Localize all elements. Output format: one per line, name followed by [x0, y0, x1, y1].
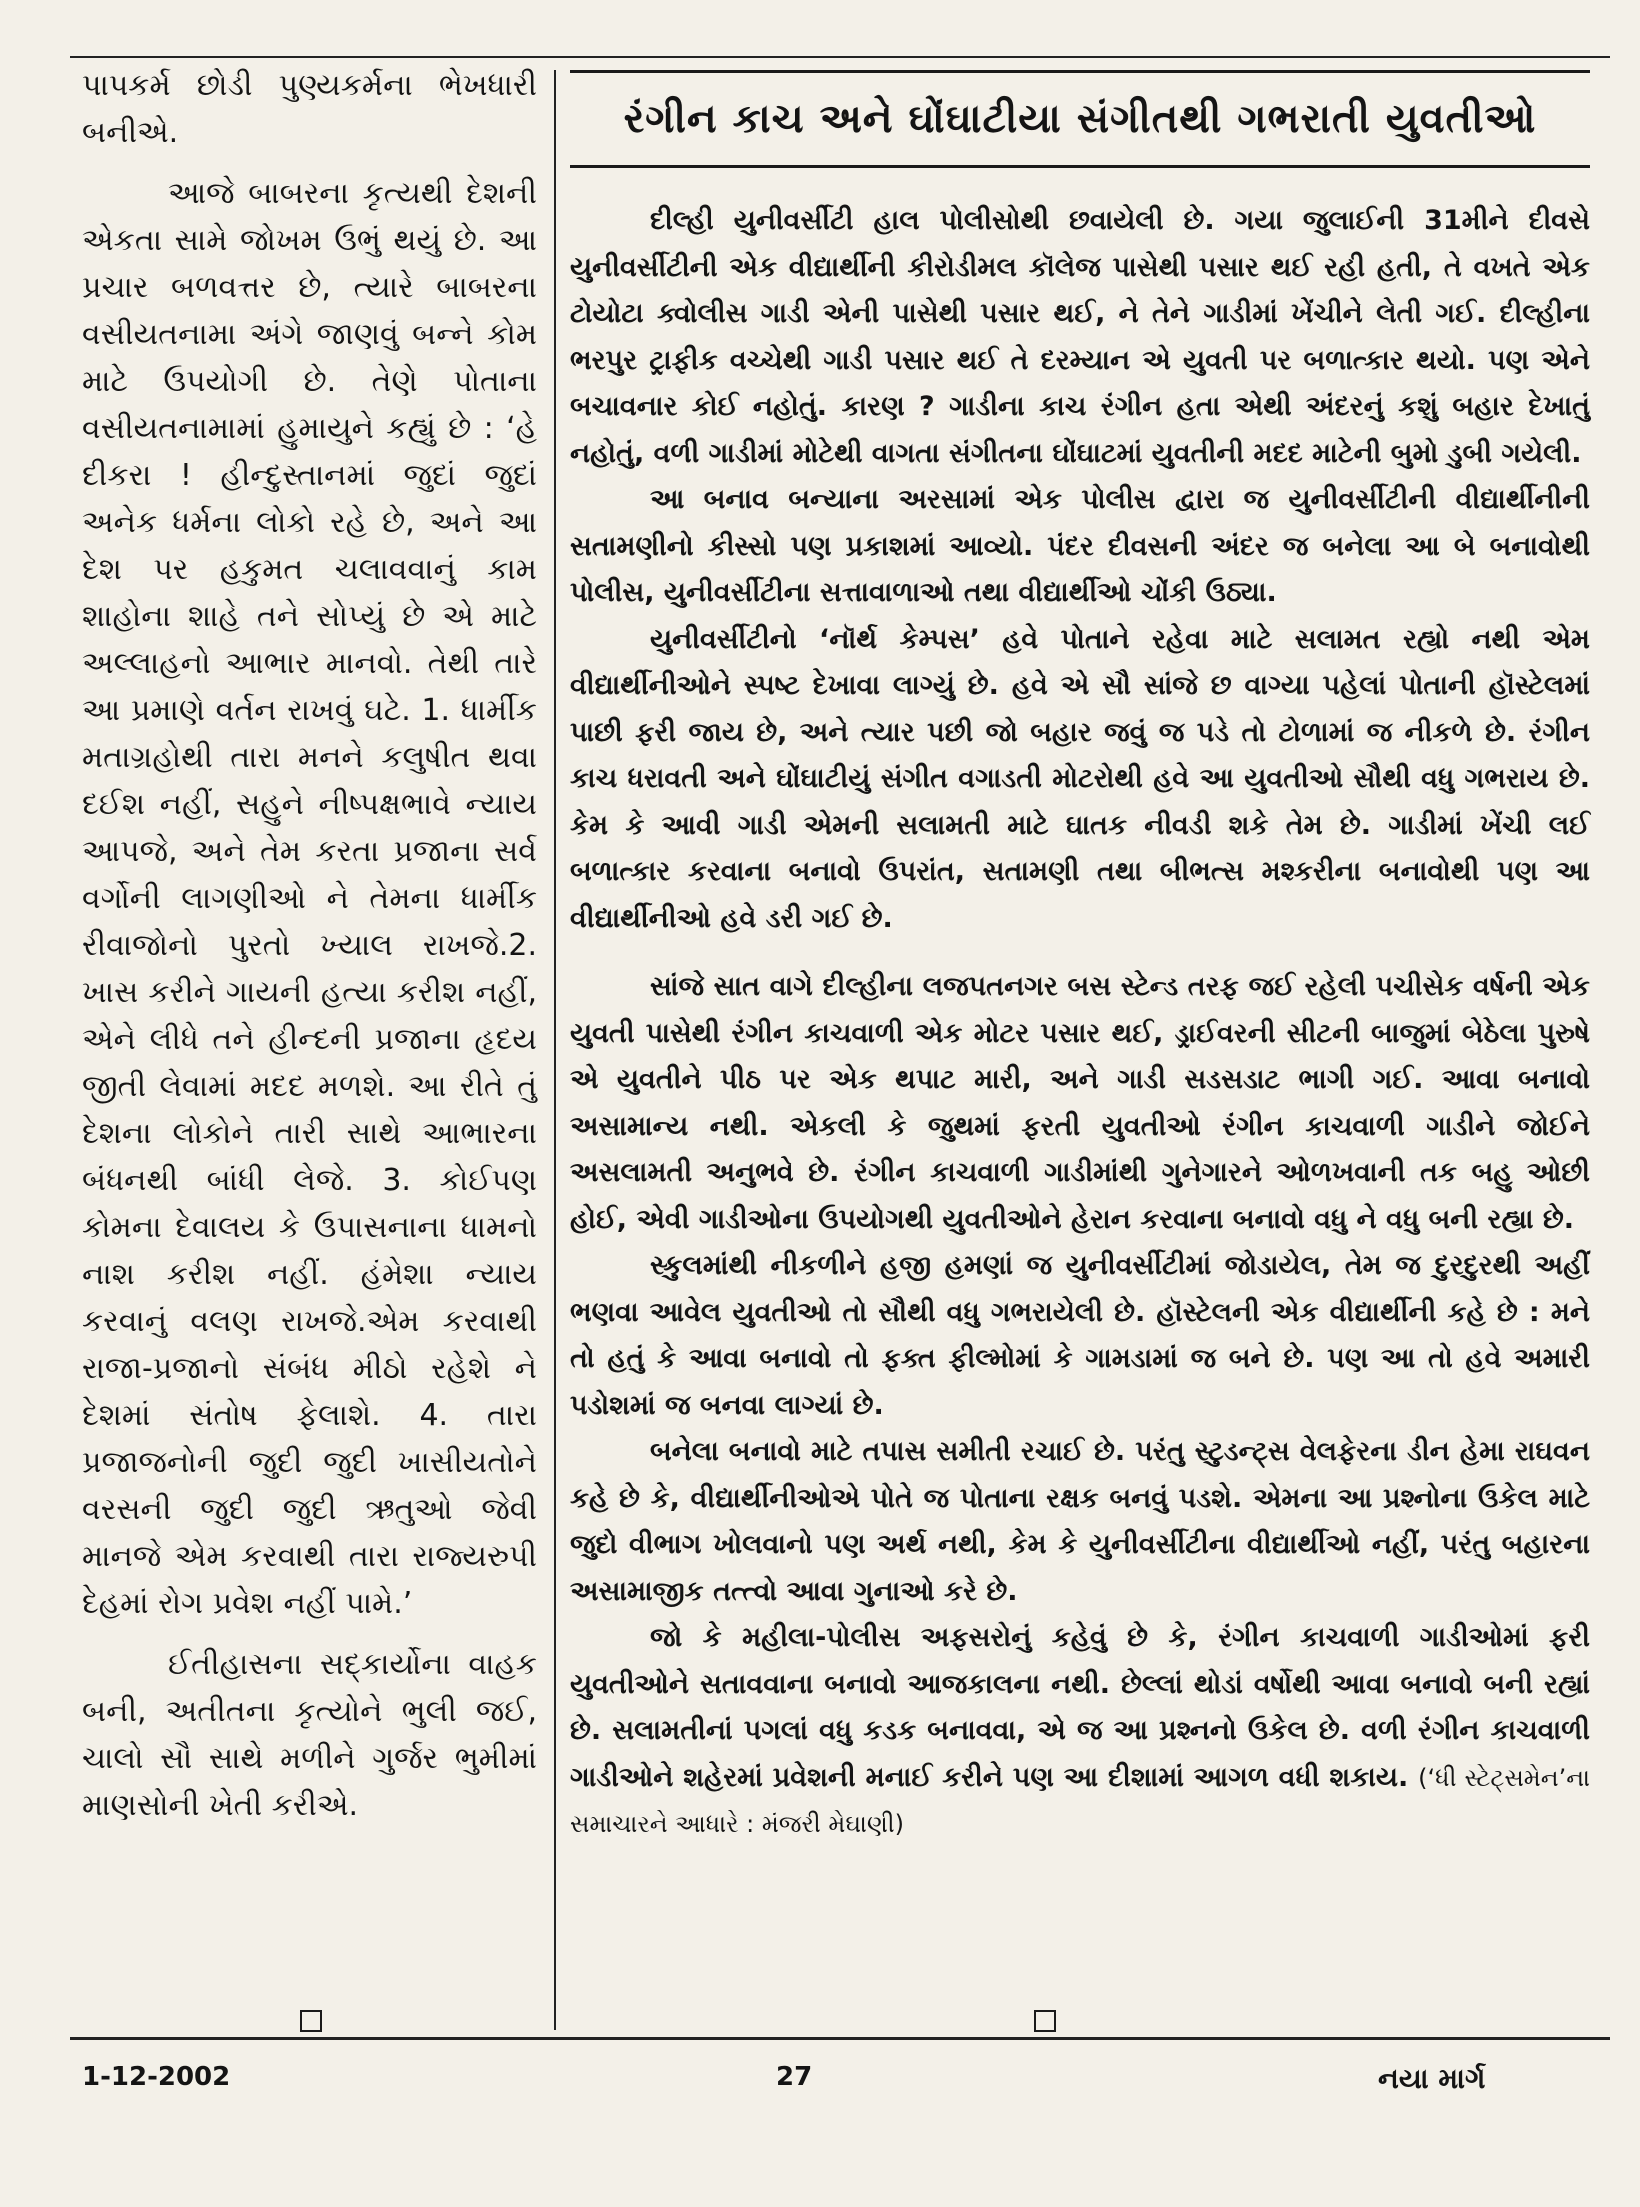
- footer-page-number: 27: [776, 2062, 813, 2092]
- left-column: [82, 62, 537, 1829]
- footer-date: 1-12-2002: [82, 2062, 231, 2092]
- column-divider: [554, 70, 556, 2030]
- headline-box: [570, 70, 1590, 168]
- footer-publication: નયા માર્ગ: [1378, 2062, 1486, 2095]
- article: [570, 70, 1590, 1848]
- bottom-rule: [70, 2037, 1610, 2040]
- left-paragraph-1: પાપકર્મ છોડી પુણ્યકર્મના ભેખધારી બનીએ.: [82, 68, 537, 150]
- article-paragraph-3: યુનીવર્સીટીનો ‘નૉર્થ કેમ્પસ’ હવે પોતાને રહેવા માટે સલામત રહ્યો નથી એમ વીદ્યાર્થીનીઓને સ્પષ્ટ દેખાવા લાગ્યું છે. હવે એ સૌ સાંજે છ વાગ્યા પહેલાં પોતાની હૉસ્ટેલમાં પાછી ફરી જાય છે, અને ત્યાર પછી જો બહાર જવું જ પડે તો ટોળામાં જ નીકળે છે. રંગીન કાચ ધરાવતી અને ઘોંઘાટીયું સંગીત વગાડતી મોટરોથી હવે આ યુવતીઓ સૌથી વધુ ગભરાય છે. કેમ કે આવી ગાડી એમની સલામતી માટે ઘાતક નીવડી શકે તેમ છે. ગાડીમાં ખેંચી લઈ બળાત્કાર કરવાના બનાવો ઉપરાંત, સતામણી તથા બીભત્સ મશ્કરીના બનાવોથી પણ આ વીદ્યાર્થીનીઓ હવે ડરી ગઈ છે.: [570, 623, 1590, 934]
- article-body: [570, 198, 1590, 1848]
- left-end-mark: [300, 2010, 322, 2032]
- article-paragraph-1: દીલ્હી યુનીવર્સીટી હાલ પોલીસોથી છવાયેલી છે. ગયા જુલાઈની 31મીને દીવસે યુનીવર્સીટીની એક વીદ્યાર્થીની કીરોડીમલ કૉલેજ પાસેથી પસાર થઈ રહી હતી, તે વખતે એક ટોયોટા ક્વોલીસ ગાડી એની પાસેથી પસાર થઈ, ને તેને ગાડીમાં ખેંચીને લેતી ગઈ. દીલ્હીના ભરપુર ટ્રાફીક વચ્ચેથી ગાડી પસાર થઈ તે દરમ્યાન એ યુવતી પર બળાત્કાર થયો. પણ એને બચાવનાર કોઈ નહોતું. કારણ ? ગાડીના કાચ રંગીન હતા એથી અંદરનું કશું બહાર દેખાતું નહોતું, વળી ગાડીમાં મોટેથી વાગતા સંગીતના ઘોંઘાટમાં યુવતીની મદદ માટેની બુમો ડુબી ગયેલી.: [570, 205, 1590, 469]
- right-end-mark: [1034, 2010, 1056, 2032]
- article-paragraph-4: સાંજે સાત વાગે દીલ્હીના લજપતનગર બસ સ્ટેન્ડ તરફ જઈ રહેલી પચીસેક વર્ષની એક યુવતી પાસેથી રંગીન કાચવાળી એક મોટર પસાર થઈ, ડ્રાઈવરની સીટની બાજુમાં બેઠેલા પુરુષે એ યુવતીને પીઠ પર એક થપાટ મારી, અને ગાડી સડસડાટ ભાગી ગઈ. આવા બનાવો અસામાન્ય નથી. એકલી કે જુથમાં ફરતી યુવતીઓ રંગીન કાચવાળી ગાડીને જોઈને અસલામતી અનુભવે છે. રંગીન કાચવાળી ગાડીમાંથી ગુનેગારને ઓળખવાની તક બહુ ઓછી હોઈ, એવી ગાડીઓના ઉપયોગથી યુવતીઓને હેરાન કરવાના બનાવો વધુ ને વધુ બની રહ્યા છે.: [570, 971, 1590, 1235]
- article-paragraph-2: આ બનાવ બન્યાના અરસામાં એક પોલીસ દ્વારા જ યુનીવર્સીટીની વીદ્યાર્થીનીની સતામણીનો કીસ્સો પણ પ્રકાશમાં આવ્યો. પંદર દીવસની અંદર જ બનેલા આ બે બનાવોથી પોલીસ, યુનીવર્સીટીના સત્તાવાળાઓ તથા વીદ્યાર્થીઓ ચોંકી ઉઠ્યા.: [570, 484, 1590, 608]
- article-credit: (‘ધી સ્ટેટ્સમેન’ના સમાચારને આધારે : મંજરી મેઘાણી): [570, 1763, 1591, 1838]
- article-paragraph-7-text: જો કે મહીલા-પોલીસ અફસરોનું કહેવું છે કે, રંગીન કાચવાળી ગાડીઓમાં ફરી યુવતીઓને સતાવવાના બનાવો આજકાલના નથી. છેલ્લાં થોડાં વર્ષોથી આવા બનાવો બની રહ્યાં છે. સલામતીનાં પગલાં વધુ કડક બનાવવા, એ જ આ પ્રશ્નનો ઉકેલ છે. વળી રંગીન કાચવાળી ગાડીઓને શહેરમાં પ્રવેશની મનાઈ કરીને પણ આ દીશામાં આગળ વધી શકાય.: [570, 1622, 1590, 1793]
- article-paragraph-6: બનેલા બનાવો માટે તપાસ સમીતી રચાઈ છે. પરંતુ સ્ટુડન્ટ્સ વેલફેરના ડીન હેમા રાઘવન કહે છે કે, વીદ્યાર્થીનીઓએ પોતે જ પોતાના રક્ષક બનવું પડશે. એમના આ પ્રશ્નોના ઉકેલ માટે જુદો વીભાગ ખોલવાનો પણ અર્થ નથી, કેમ કે યુનીવર્સીટીના વીદ્યાર્થીઓ નહીં, પરંતુ બહારના અસામાજીક તત્ત્વો આવા ગુનાઓ કરે છે.: [570, 1436, 1590, 1607]
- left-paragraph-2: આજે બાબરના કૃત્યથી દેશની એકતા સામે જોખમ ઉભું થયું છે. આ પ્રચાર બળવત્તર છે, ત્યારે બાબરના વસીયતનામા અંગે જાણવું બન્ને કોમ માટે ઉપયોગી છે. તેણે પોતાના વસીયતનામામાં હુમાયુને કહ્યું છે : ‘હે દીકરા ! હીન્દુસ્તાનમાં જુદાં જુદાં અનેક ધર્મના લોકો રહે છે, અને આ દેશ પર હકુમત ચલાવવાનું કામ શાહોના શાહે તને સોપ્યું છે એ માટે અલ્લાહનો આભાર માનવો. તેથી તારે આ પ્રમાણે વર્તન રાખવું ઘટે. 1. ધાર્મીક મતાગ્રહોથી તારા મનને કલુષીત થવા દઈશ નહીં, સહુને નીષ્પક્ષભાવે ન્યાય આપજે, અને તેમ કરતા પ્રજાના સર્વ વર્ગોની લાગણીઓ ને તેમના ધાર્મીક રીવાજોનો પુરતો ખ્યાલ રાખજે.2. ખાસ કરીને ગાયની હત્યા કરીશ નહીં, એને લીધે તને હીન્દની પ્રજાના હૃદય જીતી લેવામાં મદદ મળશે. આ રીતે તું દેશના લોકોને તારી સાથે આભારના બંધનથી બાંધી લેજે. 3. કોઈપણ કોમના દેવાલય કે ઉપાસનાના ધામનો નાશ કરીશ નહીં. હંમેશા ન્યાય કરવાનું વલણ રાખજે.એમ કરવાથી રાજા-પ્રજાનો સંબંધ મીઠો રહેશે ને દેશમાં સંતોષ ફેલાશે. 4. તારા પ્રજાજનોની જુદી જુદી ખાસીયતોને વરસની જુદી જુદી ઋતુઓ જેવી માનજે એમ કરવાથી તારા રાજ્યરુપી દેહમાં રોગ પ્રવેશ નહીં પામે.’: [82, 176, 537, 1621]
- article-paragraph-7: [570, 1615, 1590, 1848]
- left-paragraph-3: ઈતીહાસના સદ્કાર્યોના વાહક બની, અતીતના કૃત્યોને ભુલી જઈ, ચાલો સૌ સાથે મળીને ગુર્જર ભુમીમાં માણસોની ખેતી કરીએ.: [82, 1647, 537, 1823]
- top-rule: [70, 56, 1610, 58]
- article-paragraph-5: સ્કુલમાંથી નીકળીને હજી હમણાં જ યુનીવર્સીટીમાં જોડાયેલ, તેમ જ દુરદુરથી અહીં ભણવા આવેલ યુવતીઓ તો સૌથી વધુ ગભરાયેલી છે. હૉસ્ટેલની એક વીદ્યાર્થીની કહે છે : મને તો હતું કે આવા બનાવો તો ફક્ત ફીલ્મોમાં કે ગામડામાં જ બને છે. પણ આ તો હવે અમારી પડોશમાં જ બનવા લાગ્યાં છે.: [570, 1250, 1590, 1421]
- article-headline: રંગીન કાચ અને ઘોંઘાટીયા સંગીતથી ગભરાતી યુવતીઓ: [623, 96, 1537, 142]
